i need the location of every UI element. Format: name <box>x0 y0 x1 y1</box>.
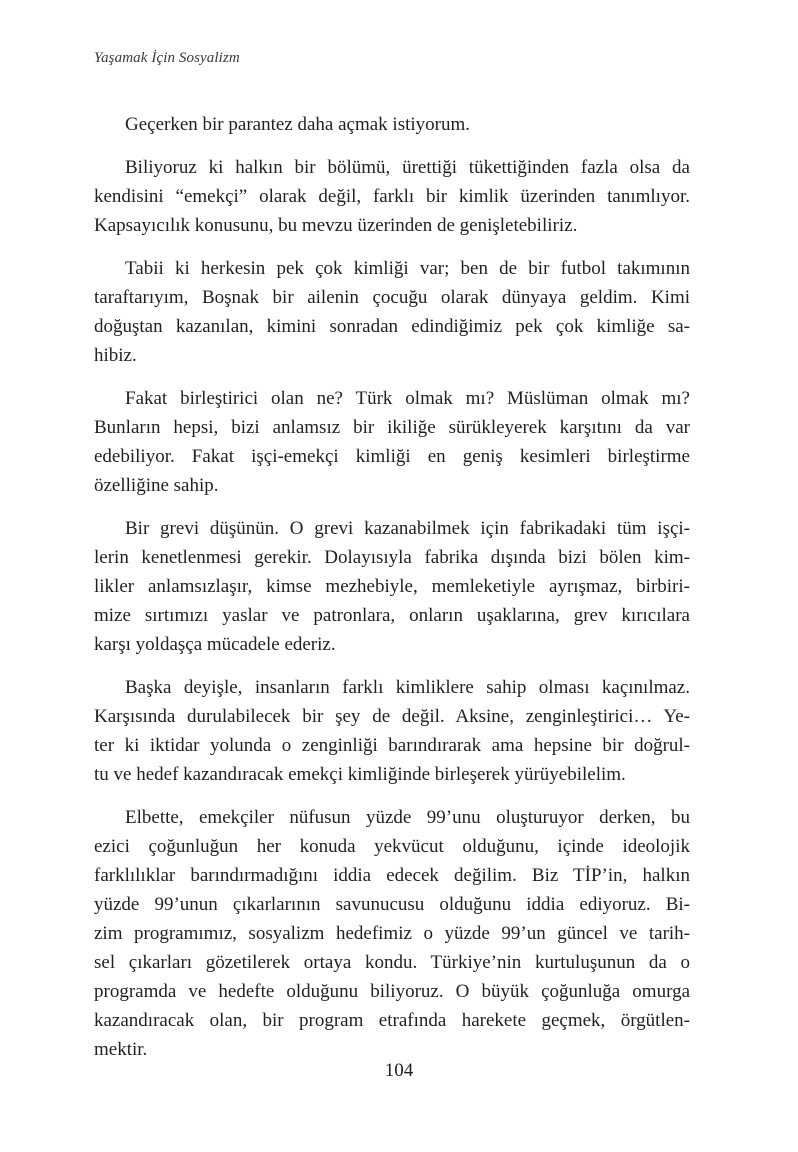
running-head: Yaşamak İçin Sosyalizm <box>94 50 240 66</box>
text-line: doğuştan kazanılan, kimini sonradan edindiğimiz pek çok kimliğe sa- <box>94 316 690 337</box>
paragraph-5 <box>94 514 690 659</box>
paragraph-4 <box>94 384 690 500</box>
paragraph-6 <box>94 673 690 789</box>
text-line: hibiz. <box>94 345 137 366</box>
text-line: farklılıklar barındırmadığını iddia edecek değilim. Biz TİP’in, halkın <box>94 865 690 886</box>
text-line: sel çıkarları gözetilerek ortaya kondu. Türkiye’nin kurtuluşunun da o <box>94 952 690 973</box>
text-line: tu ve hedef kazandıracak emekçi kimliğinde birleşerek yürüyebilelim. <box>94 764 626 785</box>
text-line: Biliyoruz ki halkın bir bölümü, ürettiği tükettiğinden fazla olsa da <box>125 157 690 178</box>
text-line: Elbette, emekçiler nüfusun yüzde 99’unu oluşturuyor derken, bu <box>125 807 690 828</box>
text-line: Başka deyişle, insanların farklı kimliklere sahip olması kaçınılmaz. <box>125 677 690 698</box>
text-line: mektir. <box>94 1039 148 1060</box>
text-line: zim programımız, sosyalizm hedefimiz o yüzde 99’un güncel ve tarih- <box>94 923 690 944</box>
text-line: lerin kenetlenmesi gerekir. Dolayısıyla fabrika dışında bizi bölen kim- <box>94 547 690 568</box>
text-line: mize sırtımızı yaslar ve patronlara, onların uşaklarına, grev kırıcılara <box>94 605 690 626</box>
text-line: özelliğine sahip. <box>94 475 219 496</box>
text-line: programda ve hedefte olduğunu biliyoruz. O büyük çoğunluğa omurga <box>94 981 690 1002</box>
text-line: Bir grevi düşünün. O grevi kazanabilmek için fabrikadaki tüm işçi- <box>125 518 690 539</box>
text-line: ezici çoğunluğun her konuda yekvücut olduğunu, içinde ideolojik <box>94 836 690 857</box>
text-line: Fakat birleştirici olan ne? Türk olmak mı? Müslüman olmak mı? <box>125 388 690 409</box>
paragraph-7 <box>94 803 690 1064</box>
text-line: Bunların hepsi, bizi anlamsız bir ikiliğe sürükleyerek karşıtını da var <box>94 417 690 438</box>
text-line: yüzde 99’unun çıkarlarının savunucusu olduğunu iddia ediyoruz. Bi- <box>94 894 690 915</box>
text-line: Karşısında durulabilecek bir şey de değil. Aksine, zenginleştirici… Ye- <box>94 706 690 727</box>
paragraph-3 <box>94 254 690 370</box>
page-number: 104 <box>384 1060 414 1081</box>
paragraph-1 <box>94 110 690 139</box>
text-line: kazandıracak olan, bir program etrafında harekete geçmek, örgütlen- <box>94 1010 690 1031</box>
text-line: Tabii ki herkesin pek çok kimliği var; ben de bir futbol takımının <box>125 258 690 279</box>
text-line: ter ki iktidar yolunda o zenginliği barındırarak ama hepsine bir doğrul- <box>94 735 690 756</box>
body-text <box>94 110 690 1078</box>
text-line: kendisini “emekçi” olarak değil, farklı bir kimlik üzerinden tanımlıyor. <box>94 186 690 207</box>
text-line: taraftarıyım, Boşnak bir ailenin çocuğu olarak dünyaya geldim. Kimi <box>94 287 690 308</box>
text-line: Geçerken bir parantez daha açmak istiyorum. <box>125 114 471 135</box>
text-line: karşı yoldaşça mücadele ederiz. <box>94 634 336 655</box>
text-line: edebiliyor. Fakat işçi-emekçi kimliği en geniş kesimleri birleştirme <box>94 446 690 467</box>
paragraph-2 <box>94 153 690 240</box>
text-line: Kapsayıcılık konusunu, bu mevzu üzerinden de genişletebiliriz. <box>94 215 578 236</box>
text-line: likler anlamsızlaşır, kimse mezhebiyle, memleketiyle ayrışmaz, birbiri- <box>94 576 690 597</box>
